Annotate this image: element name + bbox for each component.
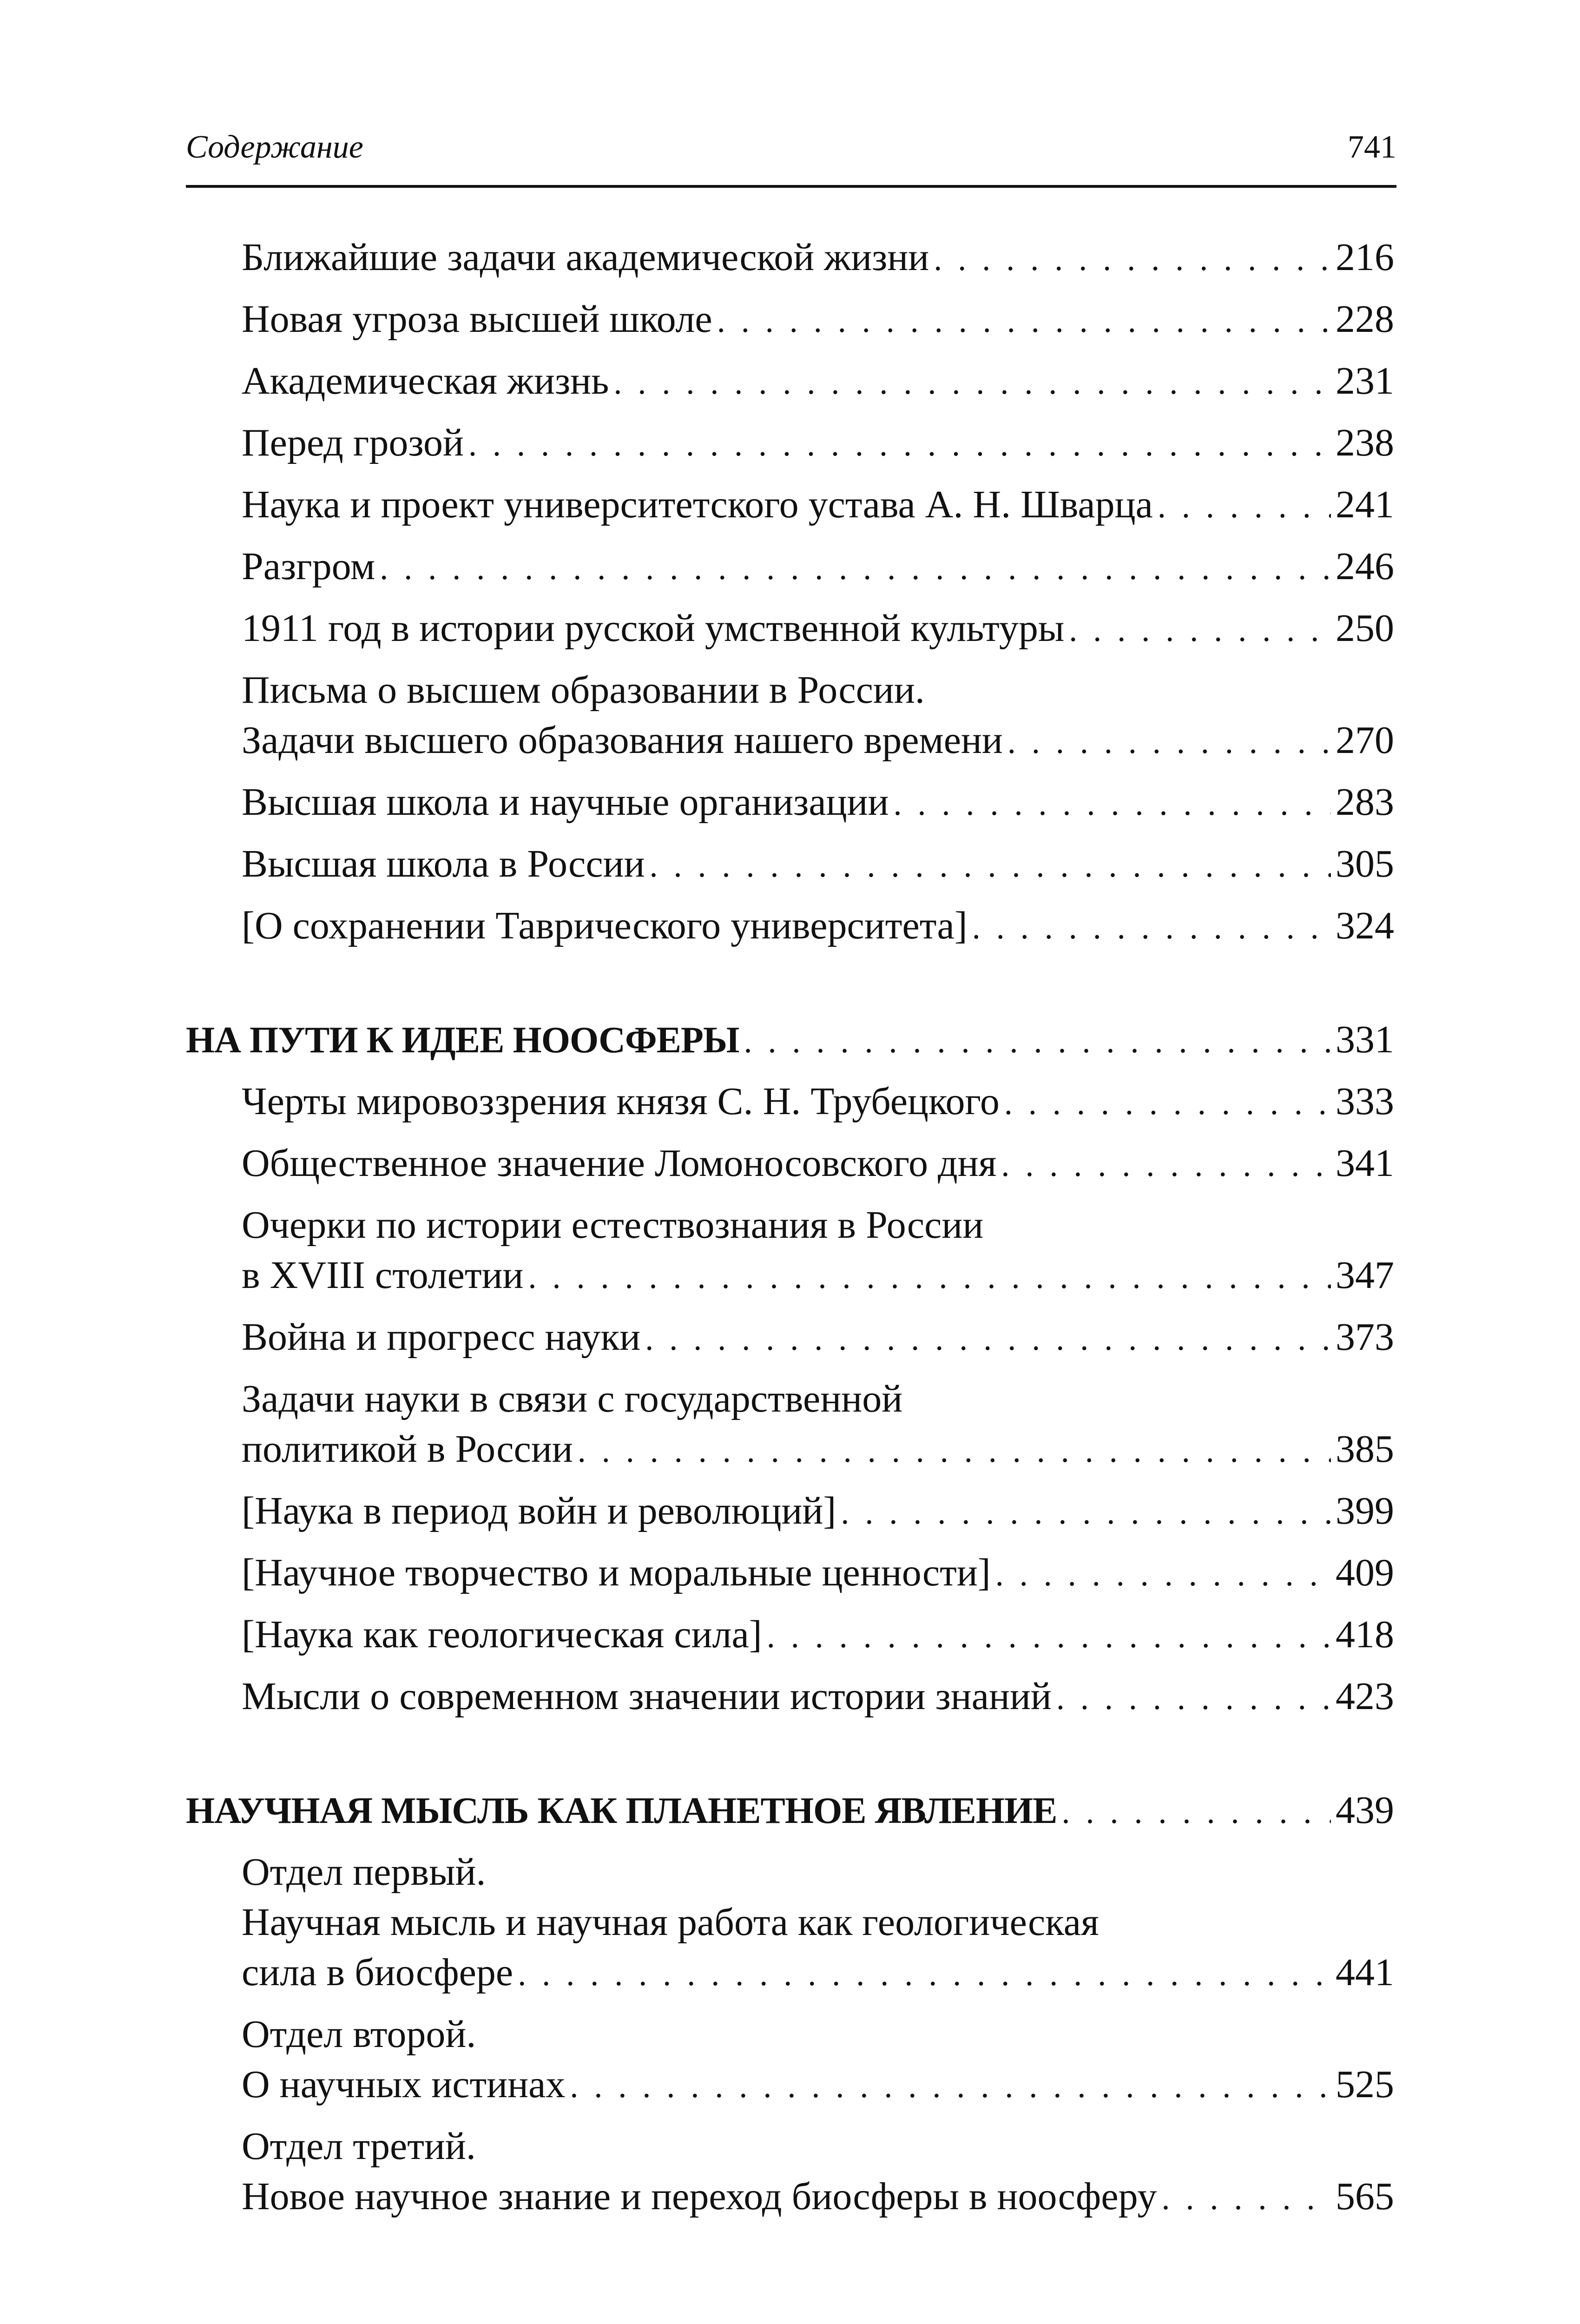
toc-page-number: 324 [1336,904,1394,947]
running-title: Содержание [186,129,363,165]
toc-page-number: 246 [1336,545,1394,588]
toc-page-number: 441 [1336,1951,1394,1994]
toc-entry-title: [Научное творчество и моральные ценности] [242,1551,991,1594]
toc-page-number: 418 [1336,1613,1394,1656]
toc-entry-line [242,839,1394,891]
dot-leader [934,234,1331,284]
toc-entry-title-line: Письма о высшем образовании в России. [242,668,925,712]
toc-entry [186,1671,1394,1723]
toc-page-number: 565 [1336,2175,1394,2218]
toc-page-number: 250 [1336,607,1394,650]
toc-page-number: 270 [1336,719,1394,762]
toc-entry-title: [Наука в период войн и революций] [242,1489,836,1532]
toc-entry-title-line: Научная мысль и научная работа как геологическая [242,1901,1099,1944]
dot-leader [893,779,1331,829]
toc-page-number: 341 [1336,1142,1394,1185]
dot-leader [570,2061,1331,2111]
dot-leader [1158,481,1331,531]
toc-page-number: 439 [1336,1789,1394,1832]
toc-page-number: 238 [1336,421,1394,464]
toc-entry-line [242,901,1394,952]
dot-leader [744,1016,1331,1066]
toc-entry-line [242,480,1394,531]
toc-entry [186,232,1394,284]
toc-entry [186,1138,1394,1190]
toc-entry-line [242,1671,1394,1723]
toc-page-number: 409 [1336,1551,1394,1594]
toc-entry-title: Мысли о современном значении истории знаний [242,1675,1052,1718]
toc-entry-title-line: Отдел третий. [242,2125,476,2168]
dot-leader [380,543,1331,593]
dot-leader [1056,1673,1331,1723]
dot-leader [1162,2173,1331,2223]
toc-entry-line [242,1312,1394,1364]
toc-entry-title: Высшая школа в России [242,842,645,885]
toc-entry-title-line: Отдел второй. [242,2013,476,2056]
toc-entry [186,418,1394,469]
dot-leader [528,1252,1331,1302]
toc-entry-line [242,356,1394,408]
toc-entry-line [242,294,1394,346]
toc-entry [186,356,1394,408]
toc-page-number: 231 [1336,359,1394,403]
toc-entry-title: [Наука как геологическая сила] [242,1613,762,1656]
toc-entry-line [242,1076,1394,1128]
dot-leader [995,1549,1331,1599]
toc-entry-title-line: Задачи науки в связи с государственной [242,1377,903,1420]
toc-page-number: 283 [1336,780,1394,824]
toc-entry-title-line: Очерки по истории естествознания в России [242,1203,984,1247]
toc-entry-line [186,1785,1394,1837]
toc-entry [186,1847,1394,1999]
toc-entry-line [242,1138,1394,1190]
toc-entry-title: Война и прогресс науки [242,1315,641,1359]
toc-entry-title: НА ПУТИ К ИДЕЕ НООСФЕРЫ [186,1020,739,1061]
toc-section-entry [186,1785,1394,1837]
toc-entry-title: Ближайшие задачи академической жизни [242,236,929,279]
toc-entry-line [242,541,1394,593]
toc-entry-title: Черты мировоззрения князя С. Н. Трубецкого [242,1080,1000,1123]
toc-entry-title: НАУЧНАЯ МЫСЛЬ КАК ПЛАНЕТНОЕ ЯВЛЕНИЕ [186,1790,1057,1831]
toc-entry-line [186,1015,1394,1066]
dot-leader [518,1949,1331,1999]
toc-page-number: 347 [1336,1254,1394,1297]
toc-entry [186,294,1394,346]
dot-leader [841,1487,1331,1538]
running-page-number: 741 [1348,129,1396,165]
toc-entry-title: Наука и проект университетского устава А. Н. Шварца [242,483,1153,526]
dot-leader [1004,1078,1331,1128]
toc-entry [186,665,1394,767]
table-of-contents [186,232,1394,2233]
toc-entry-title: политикой в России [242,1427,573,1471]
toc-page-number: 228 [1336,297,1394,341]
toc-entry-line [242,1250,1394,1302]
dot-leader [972,902,1331,952]
toc-entry-title: О научных истинах [242,2063,566,2106]
toc-entry-title: 1911 год в истории русской умственной культуры [242,607,1065,650]
toc-entry [186,777,1394,829]
toc-entry-title: Перед грозой [242,421,464,464]
toc-entry [186,1312,1394,1364]
toc-entry [186,1200,1394,1302]
toc-entry [186,901,1394,952]
toc-entry-title: Разгром [242,545,375,588]
toc-entry-title-line: Отдел первый. [242,1850,486,1894]
toc-entry-title: в XVIII столетии [242,1254,524,1297]
toc-page-number: 385 [1336,1427,1394,1471]
dot-leader [717,296,1331,346]
toc-page-number: 241 [1336,483,1394,526]
toc-entry-line [242,232,1394,284]
toc-entry [186,839,1394,891]
toc-entry-title: Общественное значение Ломоносовского дня [242,1142,997,1185]
toc-page-number: 525 [1336,2063,1394,2106]
toc-entry [186,1374,1394,1476]
toc-page-number: 305 [1336,842,1394,885]
dot-leader [767,1611,1331,1661]
header-rule [186,185,1396,188]
toc-entry-line [242,1486,1394,1538]
toc-entry-line [242,1948,1394,1999]
toc-entry-line [242,418,1394,469]
toc-entry-line [242,2060,1394,2111]
toc-entry [186,1548,1394,1599]
toc-entry-line [242,715,1394,767]
toc-entry-title: Высшая школа и научные организации [242,780,889,824]
dot-leader [578,1426,1331,1476]
toc-entry-line [242,2172,1394,2223]
toc-entry [186,480,1394,531]
dot-leader [645,1314,1331,1364]
toc-page-number: 331 [1336,1018,1394,1061]
toc-entry [186,2009,1394,2111]
toc-entry-line [242,1424,1394,1476]
dot-leader [613,357,1331,408]
toc-entry-title: [О сохранении Таврического университета] [242,904,968,947]
toc-entry [186,1076,1394,1128]
dot-leader [650,840,1331,891]
toc-page-number: 333 [1336,1080,1394,1123]
toc-page-number: 399 [1336,1489,1394,1532]
toc-page-number: 423 [1336,1675,1394,1718]
toc-entry-title: сила в биосфере [242,1951,514,1994]
running-head [186,131,1396,164]
toc-entry-title: Новая угроза высшей школе [242,297,712,341]
toc-entry [186,1486,1394,1538]
toc-entry-title: Задачи высшего образования нашего времени [242,719,1003,762]
dot-leader [468,419,1331,469]
toc-entry [186,1610,1394,1661]
toc-page-number: 216 [1336,236,1394,279]
toc-entry-line [242,603,1394,655]
dot-leader [1062,1787,1331,1837]
toc-entry-line [242,1610,1394,1661]
toc-section-entry [186,1015,1394,1066]
toc-entry [186,603,1394,655]
dot-leader [1007,717,1331,767]
toc-entry-line [242,1548,1394,1599]
toc-entry-title: Новое научное знание и переход биосферы в ноосферу [242,2175,1157,2218]
toc-entry-title: Академическая жизнь [242,359,609,403]
toc-entry [186,2121,1394,2223]
toc-entry [186,541,1394,593]
toc-page-number: 373 [1336,1315,1394,1359]
toc-entry-line [242,777,1394,829]
dot-leader [1001,1140,1331,1190]
dot-leader [1069,605,1331,655]
